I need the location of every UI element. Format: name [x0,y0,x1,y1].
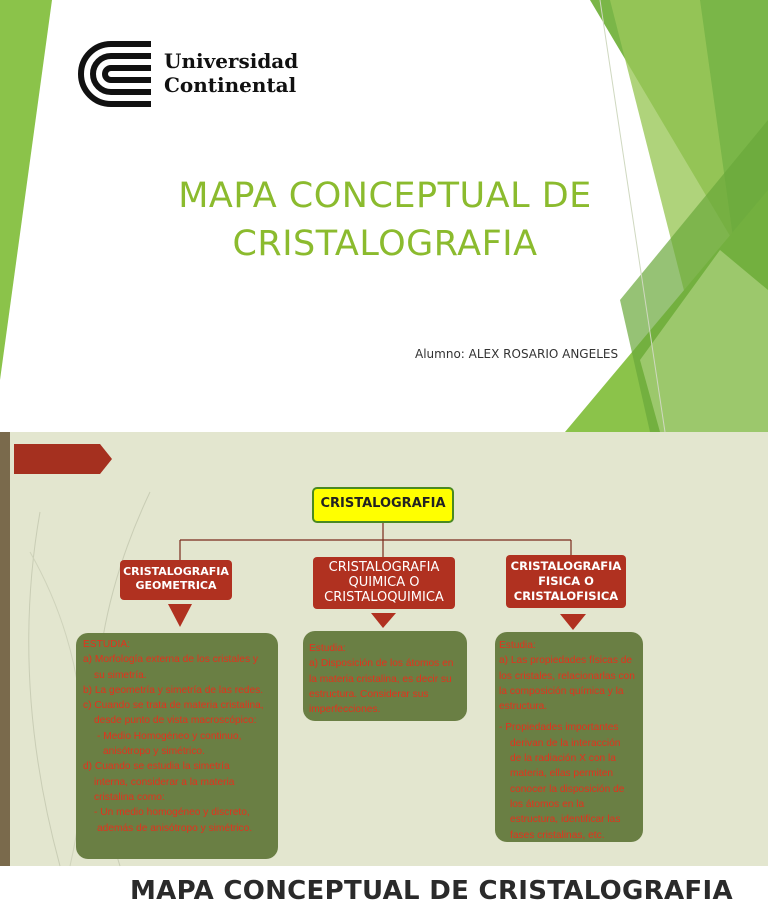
detail-line: b) La geometría y simetría de las redes. [83,684,264,696]
detail-line: estructura, identificar las [510,814,621,826]
branch-line: QUIMICA O [348,575,420,590]
detail-geometrica [76,633,278,859]
detail-line: c) Cuando se trata de materia cristalina, [83,700,264,712]
detail-bullet: - Propiedades importantes [499,722,619,734]
detail-line: materia, ellas permiten [510,768,614,780]
detail-line: estructura. [499,701,548,713]
branch-line: FISICA O [538,574,594,588]
branch-line: CRISTALOGRAFIA [123,565,229,578]
detail-line: conocer la disposición de [510,783,625,795]
root-concept-box: CRISTALOGRAFIA [312,487,454,523]
branch-fisica [506,555,626,608]
concept-map-title: MAPA CONCEPTUAL DE CRISTALOGRAFIA [130,876,733,906]
detail-line: la composición química y la [499,685,624,697]
detail-heading: ESTUDIA: [83,639,130,650]
detail-line: los cristales, relacionarlas con [499,670,635,682]
detail-line: desde punto de vista macroscópico: [94,715,257,727]
logo-line-1: Universidad [164,49,299,73]
detail-bullet: - Un medio homogéneo y discreto, [94,807,250,819]
detail-line: interna, considerar a la materia [94,776,235,788]
detail-quimica [303,631,467,721]
detail-line: su simetría. [94,669,147,681]
detail-line: a) Disposición de los átomos en [309,658,454,670]
detail-line: anisótropo y simétrico. [103,746,205,758]
detail-line: imperfecciones. [309,704,381,716]
detail-line: Propiedades importantes [505,722,619,734]
detail-heading: Estudia: [499,640,536,651]
university-logo-icon [75,40,155,108]
detail-line: cristalina como: [94,791,165,803]
branch-line: CRISTALOGRAFIA [510,559,622,573]
detail-line: a) Las propiedades físicas de [499,655,633,667]
branch-line: CRISTALOQUIMICA [324,590,444,605]
branch-line: GEOMETRICA [135,579,217,592]
detail-line: la materia cristalina, es decir su [309,673,452,685]
slide-title-line-2: CRISTALOGRAFIA [232,224,538,264]
branch-line: CRISTALOGRAFIA [328,560,440,575]
detail-line: d) Cuando se estudia la simetría [83,761,230,773]
detail-bullet: - Medio Homogéneo y continuo, [97,730,242,742]
detail-line: Medio Homogéneo y continuo, [103,730,242,742]
detail-line: estructura. Considerar sus [309,688,429,700]
detail-line: además de anisótropo y simétrico. [97,822,253,834]
detail-line: fases cristalinas, etc. [510,829,605,841]
detail-line: los átomos en la [510,798,585,810]
detail-line: Un medio homogéneo y discreto, [100,807,250,819]
detail-line: a) Morfología externa de los cristales y [83,654,258,666]
detail-line: de la radiación X con la [510,753,616,765]
branch-quimica [313,557,455,609]
logo-line-2: Continental [164,73,297,97]
detail-line: derivan de la interacción [510,737,621,749]
branch-geometrica [120,560,232,600]
slide-title [150,172,620,268]
detail-heading: Estudia: [309,643,346,654]
detail-fisica [495,632,643,842]
logo-text [164,49,298,97]
slide-title-line-1: MAPA CONCEPTUAL DE [178,176,592,216]
title-slide [0,0,768,432]
student-name: Alumno: ALEX ROSARIO ANGELES [415,347,619,361]
branch-line: CRISTALOFISICA [513,589,619,603]
